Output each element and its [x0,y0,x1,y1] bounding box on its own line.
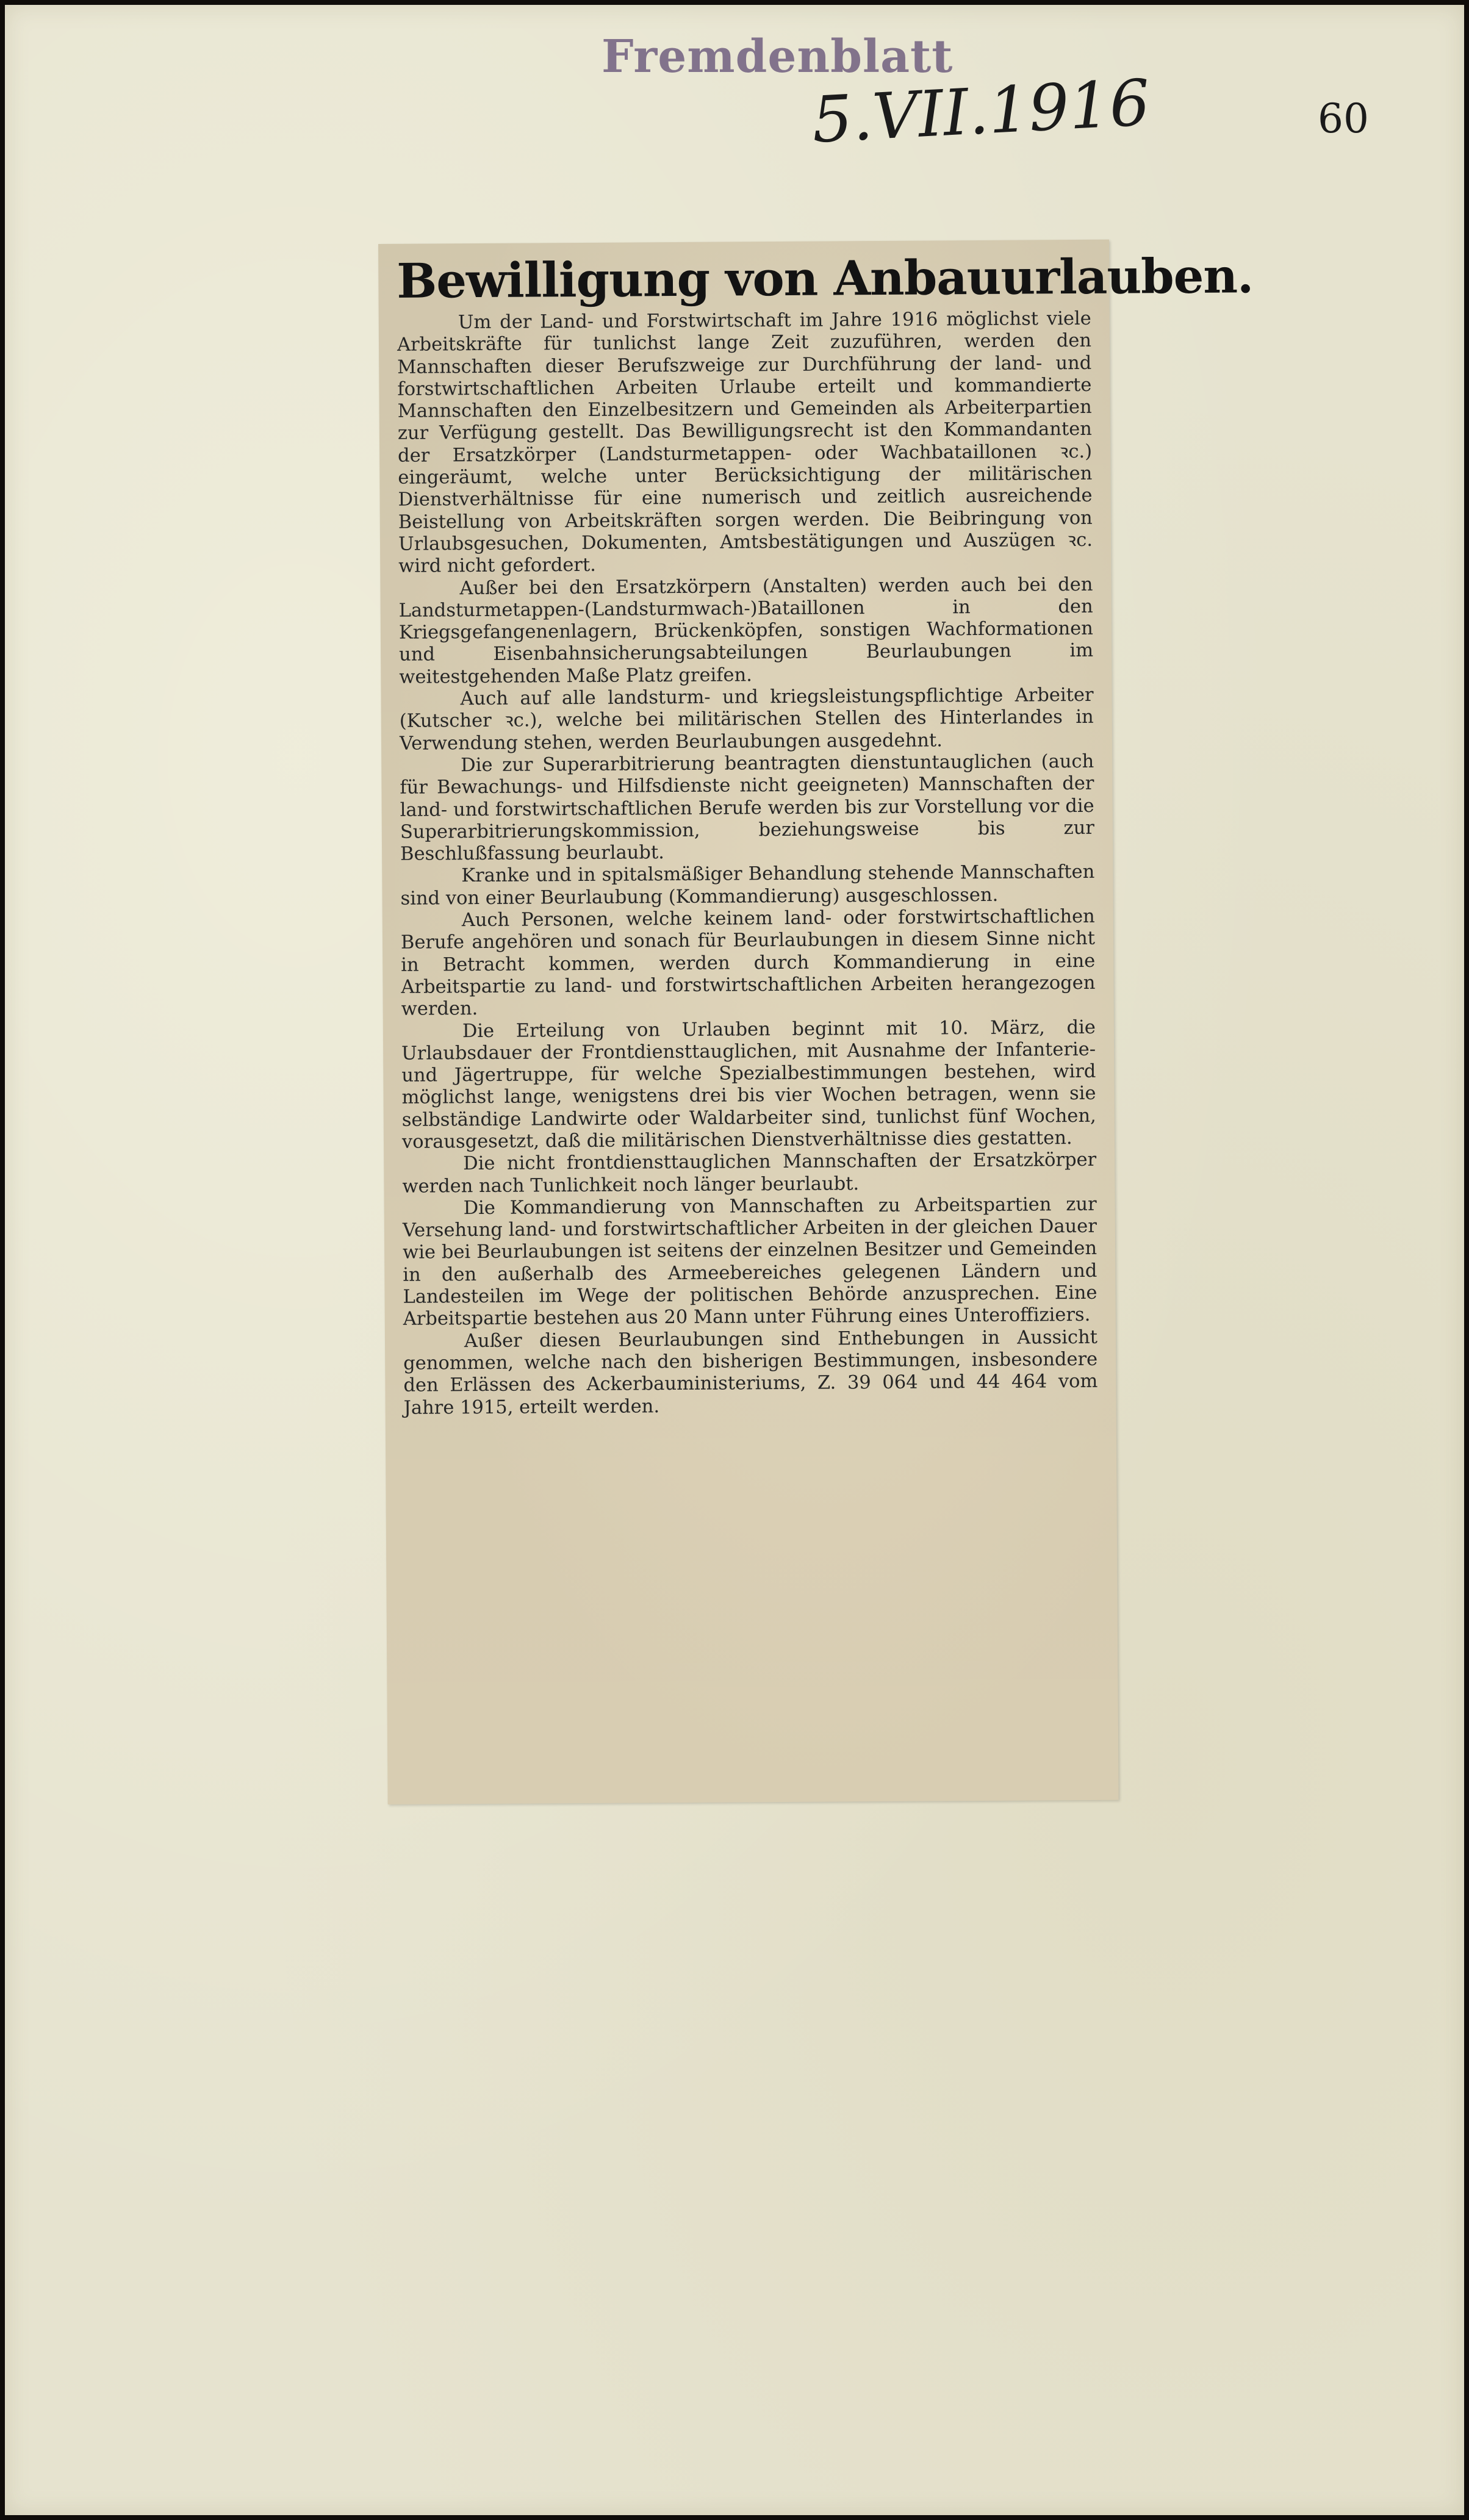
article-headline: Bewilligung von Anbauurlauben. [397,248,1254,309]
article-paragraph-3: Auch auf alle landsturm- und kriegsleistungspflichtige Arbeiter (Kutscher ꝛc.), welche bei militärischen Stellen des Hinterlandes in Verwendung stehen, werden Beurlaubungen ausgedehnt. [399,684,1094,755]
page-number: 60 [1318,95,1369,142]
article-body [397,308,1098,1420]
handwritten-date: 5.VII.1916 [810,65,1152,157]
archive-sheet [5,5,1464,2515]
article-paragraph-7: Die Erteilung von Urlauben beginnt mit 10. März, die Urlaubsdauer der Frontdiensttauglichen, mit Ausnahme der Infanterie- und Jägertruppe, für welche Spezialbestimmungen bestehen, wird möglichst lange, wenigstens drei bis vier Wochen betragen, wenn sie selbständige Landwirte oder Waldarbeiter sind, tunlichst fünf Wochen, vorausgesetzt, daß die militärischen Dienstverhältnisse dies gestatten. [401,1016,1096,1153]
article-paragraph-4: Die zur Superarbitrierung beantragten dienstuntauglichen (auch für Bewachungs- und Hilfsdienste nicht geeigneten) Mannschaften der land- und forstwirtschaftlichen Berufe werden bis zur Vorstellung vor die Superarbitrierungskommission, beziehungsweise bis zur Beschlußfassung beurlaubt. [400,750,1094,865]
article-paragraph-6: Auch Personen, welche keinem land- oder forstwirtschaftlichen Berufe angehören und sonach für Beurlaubungen in diesem Sinne nicht in Betracht kommen, werden durch Kommandierung in eine Arbeitspartie zu land- und forstwirtschaftlichen Arbeiten herangezogen werden. [400,905,1096,1020]
article-paragraph-8: Die nicht frontdiensttauglichen Mannschaften der Ersatzkörper werden nach Tunlichkeit noch länger beurlaubt. [402,1149,1097,1197]
article-paragraph-1: Um der Land- und Forstwirtschaft im Jahre 1916 möglichst viele Arbeitskräfte für tunlichst lange Zeit zuzuführen, werden den Mannschaften dieser Berufszweige zur Durchführung der land- und forstwirtschaftlichen Arbeiten Urlaube erteilt und kommandierte Mannschaften den Einzelbesitzern und Gemeinden als Arbeiterpartien zur Verfügung gestellt. Das Bewilligungsrecht ist den Kommandanten der Ersatzkörper (Landsturmetappen- oder Wachbataillonen ꝛc.) eingeräumt, welche unter Berücksichtigung der militärischen Dienstverhältnisse für eine numerisch und zeitlich ausreichende Beistellung von Arbeitskräften sorgen werden. Die Beibringung von Urlaubsgesuchen, Dokumenten, Amtsbestätigungen und Auszügen ꝛc. wird nicht gefordert. [397,307,1093,578]
article-paragraph-2: Außer bei den Ersatzkörpern (Anstalten) werden auch bei den Landsturmetappen-(Landsturmwach-)Bataillonen in den Kriegsgefangenenlagern, Brückenköpfen, sonstigen Wachformationen und Eisenbahnsicherungsabteilungen Beurlaubungen im weitestgehenden Maße Platz greifen. [398,573,1094,688]
article-paragraph-5: Kranke und in spitalsmäßiger Behandlung stehende Mannschaften sind von einer Beurlaubung (Kommandierung) ausgeschlossen. [400,861,1095,910]
newspaper-clipping [378,240,1254,1804]
article-paragraph-9: Die Kommandierung von Mannschaften zu Arbeitspartien zur Versehung land- und forstwirtschaftlicher Arbeiten in der gleichen Dauer wie bei Beurlaubungen ist seitens der einzelnen Besitzer und Gemeinden in den außerhalb des Armeebereiches gelegenen Ländern und Landesteilen im Wege der politischen Behörde anzusprechen. Eine Arbeitspartie bestehen aus 20 Mann unter Führung eines Unteroffiziers. [402,1193,1097,1330]
newspaper-stamp: Fremdenblatt [602,31,954,83]
article-paragraph-10: Außer diesen Beurlaubungen sind Enthebungen in Aussicht genommen, welche nach den bisherigen Bestimmungen, insbesondere den Erlässen des Ackerbauministeriums, Z. 39 064 und 44 464 vom Jahre 1915, erteilt werden. [403,1326,1098,1419]
